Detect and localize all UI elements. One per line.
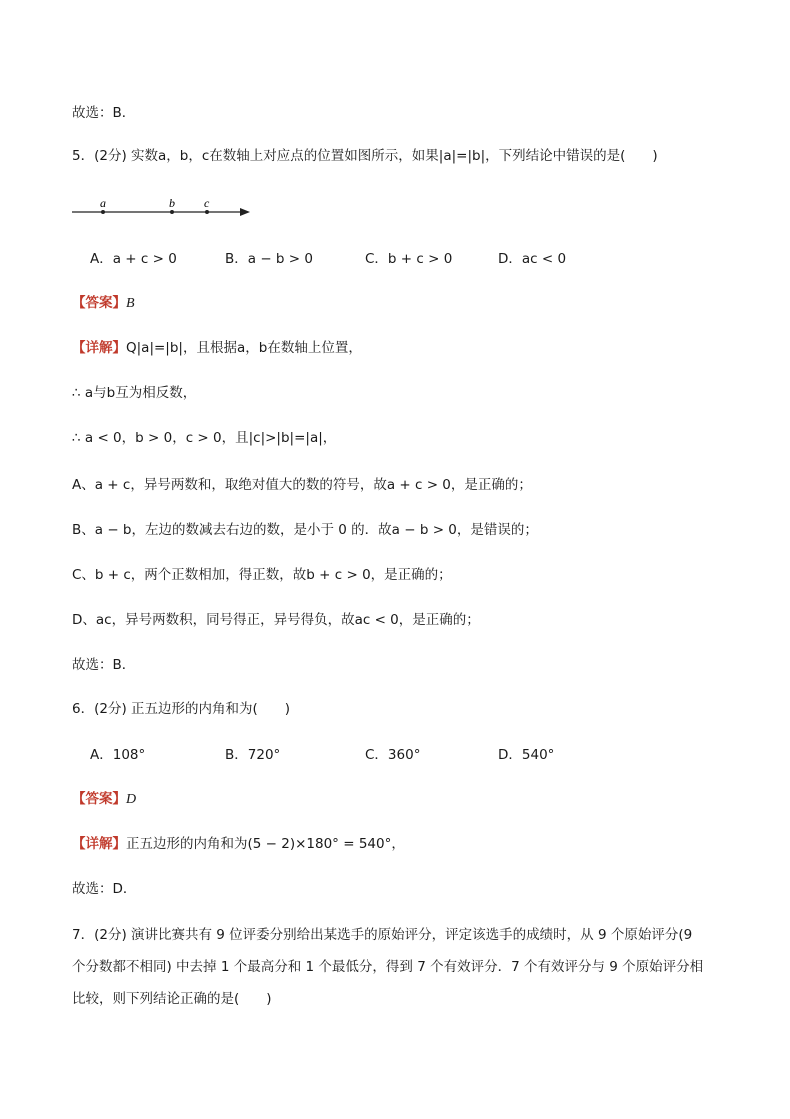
q6-answer [72,790,136,809]
question-7-stem-2: 个分数都不相同) 中去掉 1 个最高分和 1 个最低分，得到 7 个有效评分．7 个有效评分与 9 个原始评分相 [72,959,704,975]
label-c: c [204,196,210,210]
label-b: b [169,196,175,210]
q5-option-c: C．b + c > 0 [365,251,453,267]
q5-conclusion: 故选：B． [72,657,136,673]
number-line-arrow [240,208,250,216]
point-b [170,210,174,214]
question-5-stem: 5．(2分) 实数a，b，c在数轴上对应点的位置如图所示，如果|a|=|b|，下列结论中错误的是( ) [72,148,658,164]
q6-option-a: A．108° [90,747,146,763]
q6-conclusion: 故选：D． [72,881,137,897]
q5-detail-6: C、b + c，两个正数相加，得正数，故b + c > 0，是正确的； [72,567,452,583]
point-a [101,210,105,214]
answer-tag: 【答案】 [72,295,126,311]
q5-answer [72,294,135,313]
q5-detail-7: D、ac，异号两数积，同号得正，异号得负，故ac < 0，是正确的； [72,612,480,628]
detail-tag: 【详解】 [72,836,126,852]
q5-option-b: B．a − b > 0 [225,251,313,267]
q5-detail-1: 【详解】Q|a|=|b|，且根据a，b在数轴上位置， [72,340,362,356]
previous-conclusion: 故选：B． [72,105,136,121]
number-line-figure [70,196,270,226]
point-c [205,210,209,214]
q6-detail: 【详解】正五边形的内角和为(5 − 2)×180° = 540°， [72,836,405,852]
q5-detail-4: A、a + c，异号两数和，取绝对值大的数的符号，故a + c > 0，是正确的； [72,477,532,493]
question-7-stem-1: 7．(2分) 演讲比赛共有 9 位评委分别给出某选手的原始评分，评定该选手的成绩时，从 9 个原始评分(9 [72,927,693,943]
q5-detail-3: ∴ a < 0，b > 0，c > 0，且|c|>|b|=|a|， [72,430,337,446]
q5-option-a: A．a + c > 0 [90,251,177,267]
answer-value: B [126,296,135,311]
q5-detail-5: B、a − b，左边的数减去右边的数，是小于 0 的．故a − b > 0，是错误的； [72,522,538,538]
q6-option-b: B．720° [225,747,281,763]
q6-option-d: D．540° [498,747,555,763]
question-6-stem: 6．(2分) 正五边形的内角和为( ) [72,701,291,717]
q5-detail-2: ∴ a与b互为相反数， [72,385,197,401]
question-7-stem-3: 比较，则下列结论正确的是( ) [72,991,272,1007]
q6-option-c: C．360° [365,747,421,763]
answer-tag: 【答案】 [72,791,126,807]
q5-option-d: D．ac < 0 [498,251,567,267]
detail-tag: 【详解】 [72,340,126,356]
answer-value: D [126,792,137,807]
label-a: a [100,196,106,210]
